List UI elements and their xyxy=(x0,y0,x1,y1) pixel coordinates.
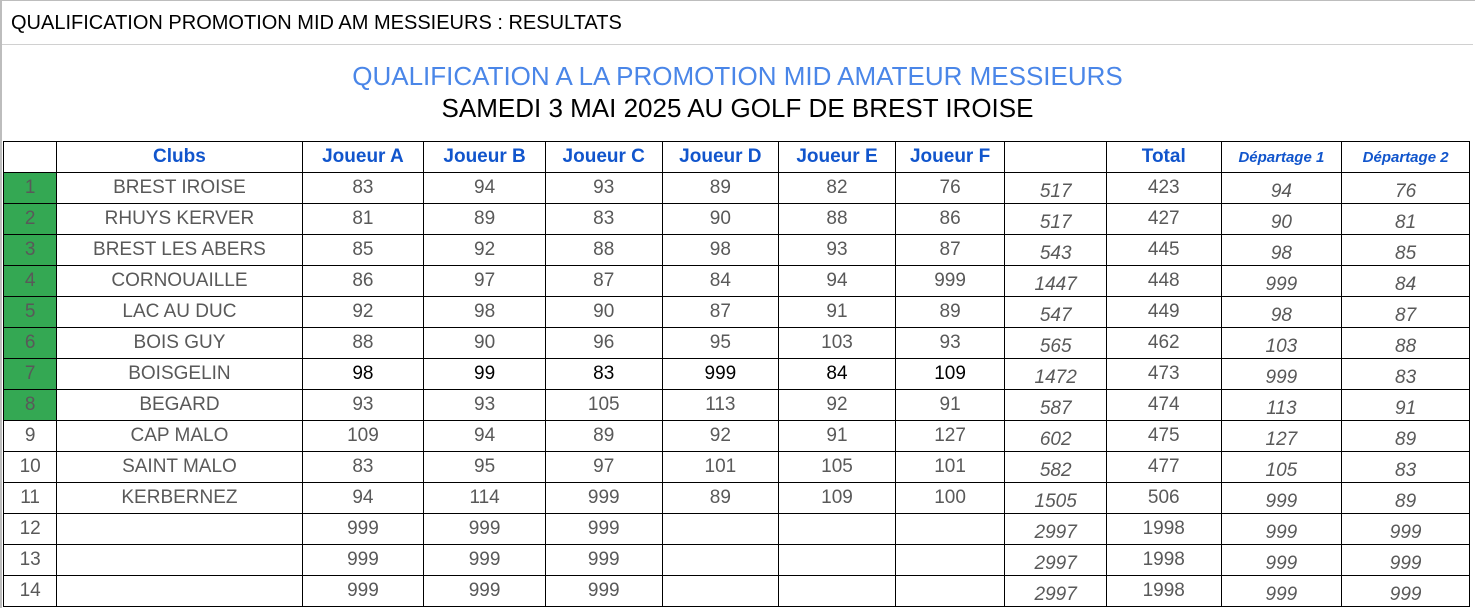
joueur-a-cell[interactable]: 94 xyxy=(302,483,424,514)
header-departage-2[interactable]: Départage 2 xyxy=(1342,142,1470,173)
joueur-e-cell[interactable]: 84 xyxy=(779,359,896,390)
departage-1-cell[interactable]: 999 xyxy=(1221,576,1342,607)
header-rank[interactable] xyxy=(4,142,57,173)
rank-cell[interactable]: 4 xyxy=(4,266,57,297)
joueur-d-cell[interactable]: 90 xyxy=(662,204,779,235)
joueur-a-cell[interactable]: 999 xyxy=(302,545,424,576)
joueur-b-cell[interactable]: 98 xyxy=(424,297,546,328)
departage-1-cell[interactable]: 113 xyxy=(1221,390,1342,421)
joueur-c-cell[interactable]: 83 xyxy=(545,359,662,390)
rank-cell[interactable]: 9 xyxy=(4,421,57,452)
joueur-c-cell[interactable]: 105 xyxy=(545,390,662,421)
departage-2-cell[interactable]: 84 xyxy=(1342,266,1470,297)
sum-cell[interactable]: 543 xyxy=(1005,235,1107,266)
rank-cell[interactable]: 2 xyxy=(4,204,57,235)
rank-cell[interactable]: 13 xyxy=(4,545,57,576)
departage-1-cell[interactable]: 999 xyxy=(1221,514,1342,545)
total-cell[interactable]: 474 xyxy=(1106,390,1221,421)
joueur-c-cell[interactable]: 999 xyxy=(545,483,662,514)
total-cell[interactable]: 445 xyxy=(1106,235,1221,266)
joueur-b-cell[interactable]: 114 xyxy=(424,483,546,514)
sum-cell[interactable]: 565 xyxy=(1005,328,1107,359)
sum-cell[interactable]: 517 xyxy=(1005,204,1107,235)
joueur-a-cell[interactable]: 999 xyxy=(302,576,424,607)
joueur-e-cell[interactable]: 105 xyxy=(779,452,896,483)
table-row xyxy=(4,576,1470,607)
header-total[interactable]: Total xyxy=(1106,142,1221,173)
joueur-e-cell[interactable]: 82 xyxy=(779,173,896,204)
departage-2-cell[interactable]: 85 xyxy=(1342,235,1470,266)
joueur-d-cell[interactable]: 999 xyxy=(662,359,779,390)
joueur-a-cell[interactable]: 88 xyxy=(302,328,424,359)
departage-2-cell[interactable]: 83 xyxy=(1342,452,1470,483)
joueur-e-cell[interactable]: 88 xyxy=(779,204,896,235)
joueur-c-cell[interactable]: 88 xyxy=(545,235,662,266)
joueur-e-cell[interactable]: 109 xyxy=(779,483,896,514)
joueur-e-cell[interactable]: 94 xyxy=(779,266,896,297)
joueur-f-cell[interactable]: 87 xyxy=(895,235,1005,266)
sum-cell[interactable]: 517 xyxy=(1005,173,1107,204)
joueur-b-cell[interactable]: 999 xyxy=(424,576,546,607)
joueur-a-cell[interactable]: 83 xyxy=(302,452,424,483)
joueur-d-cell[interactable]: 95 xyxy=(662,328,779,359)
departage-2-cell[interactable]: 83 xyxy=(1342,359,1470,390)
joueur-f-cell[interactable]: 109 xyxy=(895,359,1005,390)
joueur-a-cell[interactable]: 83 xyxy=(302,173,424,204)
table-row xyxy=(4,514,1470,545)
sum-cell[interactable]: 1447 xyxy=(1005,266,1107,297)
joueur-d-cell[interactable]: 89 xyxy=(662,483,779,514)
club-cell[interactable]: CORNOUAILLE xyxy=(57,266,302,297)
departage-1-cell[interactable]: 94 xyxy=(1221,173,1342,204)
sum-cell[interactable]: 547 xyxy=(1005,297,1107,328)
rank-cell[interactable]: 10 xyxy=(4,452,57,483)
header-joueur-f[interactable]: Joueur F xyxy=(895,142,1005,173)
club-cell[interactable]: BEGARD xyxy=(57,390,302,421)
club-cell[interactable]: KERBERNEZ xyxy=(57,483,302,514)
joueur-f-cell[interactable] xyxy=(895,514,1005,545)
joueur-e-cell[interactable] xyxy=(779,545,896,576)
joueur-b-cell[interactable]: 94 xyxy=(424,173,546,204)
total-cell[interactable]: 477 xyxy=(1106,452,1221,483)
club-cell[interactable]: SAINT MALO xyxy=(57,452,302,483)
departage-2-cell[interactable]: 81 xyxy=(1342,204,1470,235)
joueur-e-cell[interactable] xyxy=(779,576,896,607)
joueur-a-cell[interactable]: 109 xyxy=(302,421,424,452)
club-cell[interactable]: BREST LES ABERS xyxy=(57,235,302,266)
table-row xyxy=(4,328,1470,359)
departage-2-cell[interactable]: 89 xyxy=(1342,421,1470,452)
joueur-c-cell[interactable]: 83 xyxy=(545,204,662,235)
results-heading xyxy=(2,45,1473,141)
joueur-f-cell[interactable]: 127 xyxy=(895,421,1005,452)
joueur-d-cell[interactable]: 98 xyxy=(662,235,779,266)
header-sum[interactable] xyxy=(1005,142,1107,173)
total-cell[interactable]: 462 xyxy=(1106,328,1221,359)
departage-2-cell[interactable]: 999 xyxy=(1342,545,1470,576)
total-cell[interactable]: 473 xyxy=(1106,359,1221,390)
sum-cell[interactable]: 1472 xyxy=(1005,359,1107,390)
joueur-b-cell[interactable]: 89 xyxy=(424,204,546,235)
joueur-d-cell[interactable]: 92 xyxy=(662,421,779,452)
header-joueur-e[interactable]: Joueur E xyxy=(779,142,896,173)
rank-cell[interactable]: 12 xyxy=(4,514,57,545)
joueur-d-cell[interactable] xyxy=(662,514,779,545)
joueur-a-cell[interactable]: 81 xyxy=(302,204,424,235)
joueur-f-cell[interactable]: 93 xyxy=(895,328,1005,359)
joueur-a-cell[interactable]: 999 xyxy=(302,514,424,545)
header-row xyxy=(4,142,1470,173)
header-clubs[interactable]: Clubs xyxy=(57,142,302,173)
sum-cell[interactable]: 2997 xyxy=(1005,514,1107,545)
joueur-c-cell[interactable]: 90 xyxy=(545,297,662,328)
table-row xyxy=(4,545,1470,576)
club-cell[interactable] xyxy=(57,576,302,607)
total-cell[interactable]: 1998 xyxy=(1106,514,1221,545)
rank-cell[interactable]: 11 xyxy=(4,483,57,514)
departage-2-cell[interactable]: 88 xyxy=(1342,328,1470,359)
departage-2-cell[interactable]: 91 xyxy=(1342,390,1470,421)
table-row xyxy=(4,204,1470,235)
departage-1-cell[interactable]: 999 xyxy=(1221,483,1342,514)
rank-cell[interactable]: 5 xyxy=(4,297,57,328)
club-cell[interactable]: CAP MALO xyxy=(57,421,302,452)
joueur-f-cell[interactable]: 86 xyxy=(895,204,1005,235)
joueur-a-cell[interactable]: 93 xyxy=(302,390,424,421)
club-cell[interactable] xyxy=(57,545,302,576)
joueur-e-cell[interactable]: 93 xyxy=(779,235,896,266)
joueur-d-cell[interactable]: 89 xyxy=(662,173,779,204)
joueur-a-cell[interactable]: 85 xyxy=(302,235,424,266)
joueur-e-cell[interactable]: 92 xyxy=(779,390,896,421)
table-row xyxy=(4,421,1470,452)
sum-cell[interactable]: 2997 xyxy=(1005,576,1107,607)
club-cell[interactable]: BOISGELIN xyxy=(57,359,302,390)
joueur-c-cell[interactable]: 93 xyxy=(545,173,662,204)
table-row xyxy=(4,266,1470,297)
table-row xyxy=(4,173,1470,204)
joueur-c-cell[interactable]: 999 xyxy=(545,576,662,607)
joueur-f-cell[interactable]: 76 xyxy=(895,173,1005,204)
departage-1-cell[interactable]: 999 xyxy=(1221,359,1342,390)
club-cell[interactable]: BOIS GUY xyxy=(57,328,302,359)
joueur-f-cell[interactable]: 999 xyxy=(895,266,1005,297)
joueur-a-cell[interactable]: 86 xyxy=(302,266,424,297)
club-cell[interactable] xyxy=(57,514,302,545)
total-cell[interactable]: 423 xyxy=(1106,173,1221,204)
departage-1-cell[interactable]: 103 xyxy=(1221,328,1342,359)
departage-1-cell[interactable]: 105 xyxy=(1221,452,1342,483)
joueur-f-cell[interactable]: 100 xyxy=(895,483,1005,514)
sum-cell[interactable]: 587 xyxy=(1005,390,1107,421)
joueur-d-cell[interactable]: 84 xyxy=(662,266,779,297)
departage-1-cell[interactable]: 98 xyxy=(1221,235,1342,266)
sum-cell[interactable]: 2997 xyxy=(1005,545,1107,576)
joueur-c-cell[interactable]: 89 xyxy=(545,421,662,452)
joueur-d-cell[interactable] xyxy=(662,576,779,607)
departage-2-cell[interactable]: 89 xyxy=(1342,483,1470,514)
joueur-f-cell[interactable]: 101 xyxy=(895,452,1005,483)
joueur-f-cell[interactable]: 89 xyxy=(895,297,1005,328)
sum-cell[interactable]: 1505 xyxy=(1005,483,1107,514)
joueur-e-cell[interactable]: 103 xyxy=(779,328,896,359)
joueur-d-cell[interactable]: 87 xyxy=(662,297,779,328)
joueur-c-cell[interactable]: 87 xyxy=(545,266,662,297)
rank-cell[interactable]: 14 xyxy=(4,576,57,607)
joueur-b-cell[interactable]: 93 xyxy=(424,390,546,421)
club-cell[interactable]: RHUYS KERVER xyxy=(57,204,302,235)
sheet-title: QUALIFICATION PROMOTION MID AM MESSIEURS : RESULTATS xyxy=(2,1,1473,45)
rank-cell[interactable]: 1 xyxy=(4,173,57,204)
joueur-b-cell[interactable]: 92 xyxy=(424,235,546,266)
joueur-d-cell[interactable] xyxy=(662,545,779,576)
header-joueur-d[interactable]: Joueur D xyxy=(662,142,779,173)
joueur-f-cell[interactable]: 91 xyxy=(895,390,1005,421)
header-joueur-b[interactable]: Joueur B xyxy=(424,142,546,173)
joueur-c-cell[interactable]: 97 xyxy=(545,452,662,483)
joueur-e-cell[interactable] xyxy=(779,514,896,545)
rank-cell[interactable]: 8 xyxy=(4,390,57,421)
joueur-e-cell[interactable]: 91 xyxy=(779,297,896,328)
header-departage-1[interactable]: Départage 1 xyxy=(1221,142,1342,173)
joueur-b-cell[interactable]: 97 xyxy=(424,266,546,297)
departage-2-cell[interactable]: 999 xyxy=(1342,576,1470,607)
joueur-e-cell[interactable]: 91 xyxy=(779,421,896,452)
rank-cell[interactable]: 3 xyxy=(4,235,57,266)
table-row xyxy=(4,359,1470,390)
table-row xyxy=(4,390,1470,421)
departage-1-cell[interactable]: 127 xyxy=(1221,421,1342,452)
joueur-b-cell[interactable]: 99 xyxy=(424,359,546,390)
sum-cell[interactable]: 602 xyxy=(1005,421,1107,452)
total-cell[interactable]: 449 xyxy=(1106,297,1221,328)
header-joueur-a[interactable]: Joueur A xyxy=(302,142,424,173)
joueur-c-cell[interactable]: 96 xyxy=(545,328,662,359)
departage-1-cell[interactable]: 999 xyxy=(1221,266,1342,297)
departage-2-cell[interactable]: 76 xyxy=(1342,173,1470,204)
joueur-a-cell[interactable]: 92 xyxy=(302,297,424,328)
joueur-f-cell[interactable] xyxy=(895,545,1005,576)
total-cell[interactable]: 427 xyxy=(1106,204,1221,235)
club-cell[interactable]: BREST IROISE xyxy=(57,173,302,204)
club-cell[interactable]: LAC AU DUC xyxy=(57,297,302,328)
total-cell[interactable]: 506 xyxy=(1106,483,1221,514)
table-row xyxy=(4,483,1470,514)
joueur-d-cell[interactable]: 101 xyxy=(662,452,779,483)
departage-2-cell[interactable]: 87 xyxy=(1342,297,1470,328)
joueur-b-cell[interactable]: 95 xyxy=(424,452,546,483)
joueur-b-cell[interactable]: 90 xyxy=(424,328,546,359)
total-cell[interactable]: 448 xyxy=(1106,266,1221,297)
header-joueur-c[interactable]: Joueur C xyxy=(545,142,662,173)
departage-1-cell[interactable]: 90 xyxy=(1221,204,1342,235)
joueur-a-cell[interactable]: 98 xyxy=(302,359,424,390)
joueur-f-cell[interactable] xyxy=(895,576,1005,607)
table-row xyxy=(4,297,1470,328)
total-cell[interactable]: 475 xyxy=(1106,421,1221,452)
heading-line2: SAMEDI 3 MAI 2025 AU GOLF DE BREST IROISE xyxy=(441,93,1034,123)
joueur-b-cell[interactable]: 999 xyxy=(424,545,546,576)
sum-cell[interactable]: 582 xyxy=(1005,452,1107,483)
table-row xyxy=(4,235,1470,266)
joueur-c-cell[interactable]: 999 xyxy=(545,545,662,576)
joueur-d-cell[interactable]: 113 xyxy=(662,390,779,421)
total-cell[interactable]: 1998 xyxy=(1106,576,1221,607)
departage-1-cell[interactable]: 999 xyxy=(1221,545,1342,576)
joueur-b-cell[interactable]: 999 xyxy=(424,514,546,545)
joueur-c-cell[interactable]: 999 xyxy=(545,514,662,545)
rank-cell[interactable]: 6 xyxy=(4,328,57,359)
total-cell[interactable]: 1998 xyxy=(1106,545,1221,576)
departage-1-cell[interactable]: 98 xyxy=(1221,297,1342,328)
joueur-b-cell[interactable]: 94 xyxy=(424,421,546,452)
heading-line1: QUALIFICATION A LA PROMOTION MID AMATEUR MESSIEURS xyxy=(352,61,1123,91)
departage-2-cell[interactable]: 999 xyxy=(1342,514,1470,545)
table-row xyxy=(4,452,1470,483)
rank-cell[interactable]: 7 xyxy=(4,359,57,390)
results-table xyxy=(3,141,1470,607)
